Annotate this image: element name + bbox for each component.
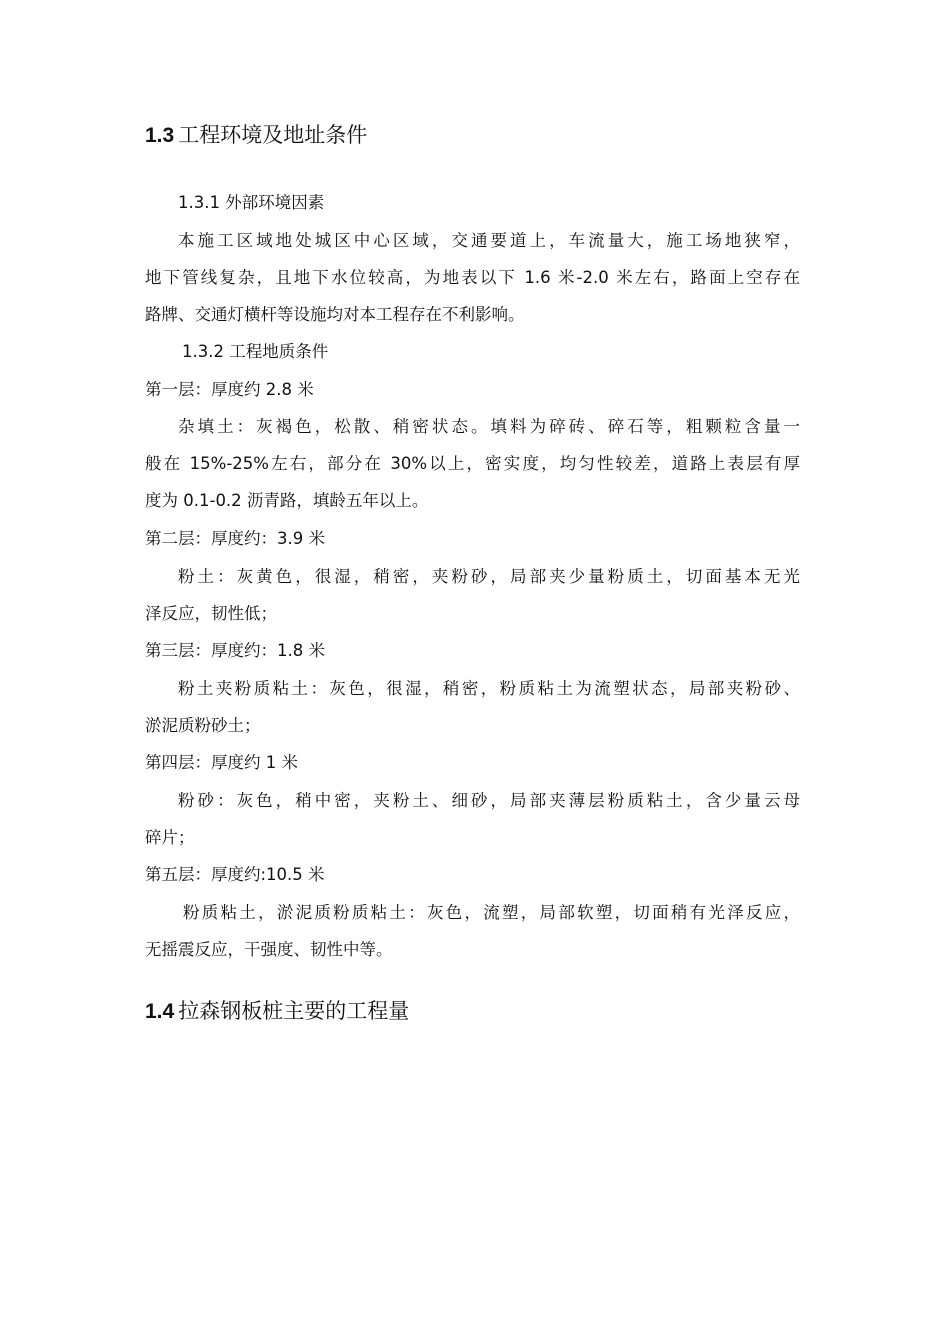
layer-label: 第二层：厚度约：3.9 米 (145, 529, 325, 548)
section-title: 工程环境及地址条件 (178, 123, 368, 147)
paragraph-line: 地下管线复杂，且地下水位较高，为地表以下 1.6 米-2.0 米左右，路面上空存在 (145, 268, 800, 287)
layer-label: 第三层：厚度约：1.8 米 (145, 641, 325, 660)
section-title: 拉森钢板桩主要的工程量 (178, 999, 410, 1023)
paragraph-line: 般在 15%-25%左右，部分在 30%以上，密实度，均匀性较差，道路上表层有厚 (145, 454, 800, 473)
paragraph-line: 度为 0.1-0.2 沥青路，填龄五年以上。 (145, 491, 429, 510)
paragraph-line: 泽反应，韧性低； (145, 604, 277, 623)
paragraph-line: 粉土：灰黄色，很湿，稍密，夹粉砂，局部夹少量粉质土，切面基本无光 (178, 567, 800, 586)
paragraph-line: 本施工区域地处城区中心区域，交通要道上，车流量大，施工场地狭窄， (178, 231, 800, 250)
section-heading-1-4 (145, 996, 409, 1027)
subsection-heading-1-3-1: 1.3.1 外部环境因素 (178, 193, 325, 212)
paragraph-line: 碎片； (145, 828, 195, 847)
section-heading-1-3 (145, 120, 367, 151)
section-number: 1.4 (145, 1000, 175, 1023)
paragraph-line: 无摇震反应，干强度、韧性中等。 (145, 940, 393, 959)
paragraph-line: 杂填土：灰褐色，松散、稍密状态。填料为碎砖、碎石等，粗颗粒含量一 (178, 417, 800, 436)
paragraph-line: 粉砂：灰色，稍中密，夹粉土、细砂，局部夹薄层粉质粘土，含少量云母 (178, 791, 800, 810)
layer-label: 第五层：厚度约:10.5 米 (145, 865, 325, 884)
layer-label: 第四层：厚度约 1 米 (145, 753, 298, 772)
layer-label: 第一层：厚度约 2.8 米 (145, 380, 314, 399)
paragraph-line: 淤泥质粉砂土； (145, 716, 261, 735)
subsection-heading-1-3-2: 1.3.2 工程地质条件 (182, 342, 329, 361)
section-number: 1.3 (145, 124, 175, 147)
paragraph-line: 粉质粘土，淤泥质粉质粘土：灰色，流塑，局部软塑，切面稍有光泽反应， (183, 903, 800, 922)
paragraph-line: 粉土夹粉质粘土：灰色，很湿，稍密，粉质粘土为流塑状态，局部夹粉砂、 (178, 679, 800, 698)
paragraph-line: 路牌、交通灯横杆等设施均对本工程存在不利影响。 (145, 305, 525, 324)
